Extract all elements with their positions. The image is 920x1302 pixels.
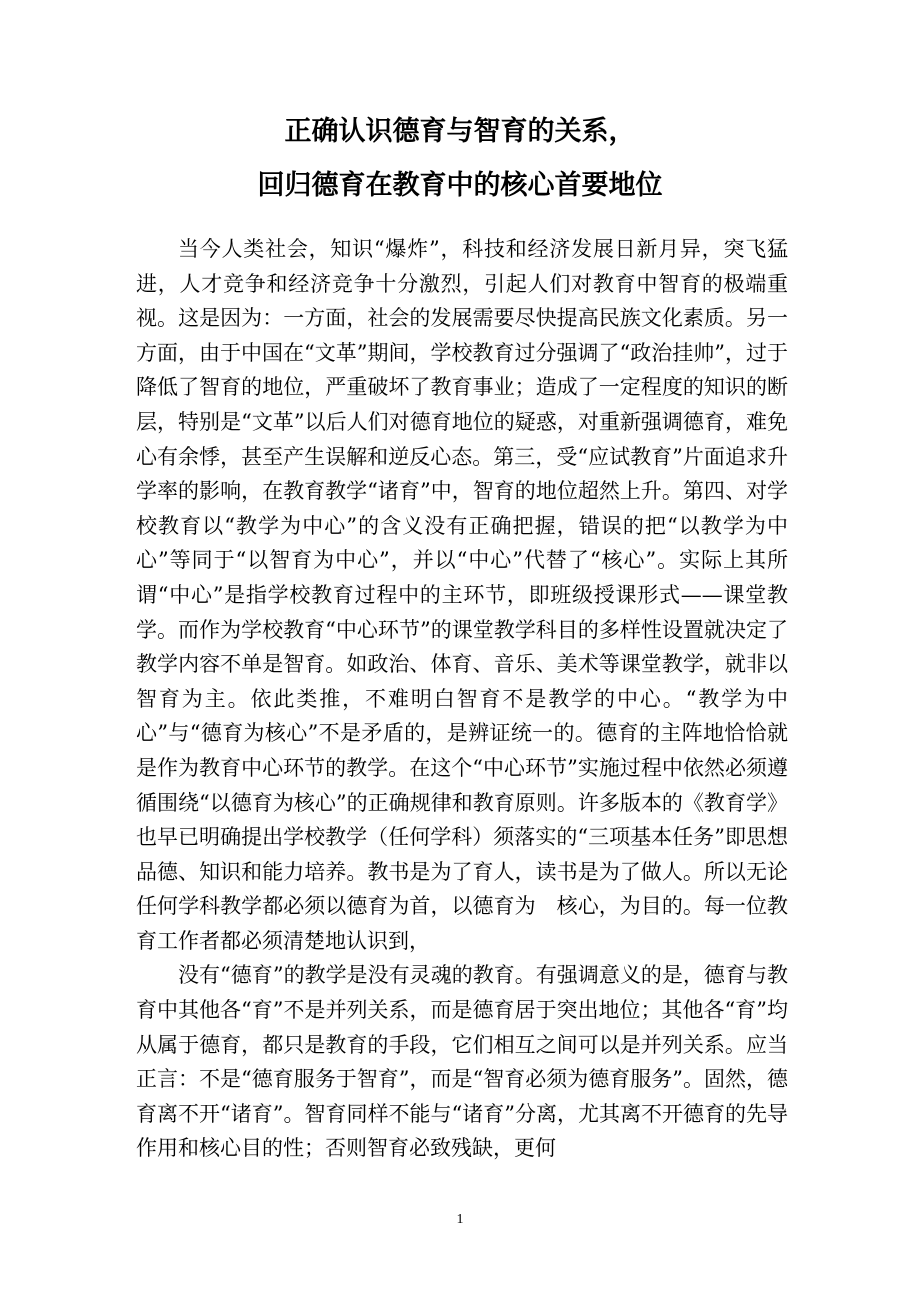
document-title-line-2: 回归德育在教育中的核心首要地位	[257, 170, 663, 201]
document-body	[136, 232, 788, 1166]
body-paragraph-1: 当今人类社会，知识“爆炸”，科技和经济发展日新月异，突飞猛进，人才竞争和经济竞争十分激烈，引起人们对教育中智育的极端重视。这是因为：一方面，社会的发展需要尽快提高民族文化素质。另一方面，由于中国在“文革”期间，学校教育过分强调了“政治挂帅”，过于降低了智育的地位，严重破坏了教育事业；造成了一定程度的知识的断层，特别是“文革”以后人们对德育地位的疑惑，对重新强调德育，难免心有余悸，甚至产生误解和逆反心态。第三，受“应试教育”片面追求升学率的影响，在教育教学“诸育”中，智育的地位超然上升。第四、对学校教育以“教学为中心”的含义没有正确把握，错误的把“以教学为中心”等同于“以智育为中心”，并以“中心”代替了“核心”。实际上其所谓“中心”是指学校教育过程中的主环节，即班级授课形式——课堂教学。而作为学校教育“中心环节”的课堂教学科目的多样性设置就决定了教学内容不单是智育。如政治、体育、音乐、美术等课堂教学，就非以智育为主。依此类推，不难明白智育不是教学的中心。“教学为中心”与“德育为核心”不是矛盾的，是辨证统一的。德育的主阵地恰恰就是作为教育中心环节的教学。在这个“中心环节”实施过程中依然必须遵循围绕“以德育为核心”的正确规律和教育原则。许多版本的《教育学》也早已明确提出学校教学（任何学科）须落实的“三项基本任务”即思想品德、知识和能力培养。教书是为了育人，读书是为了做人。所以无论任何学科教学都必须以德育为首，以德育为 核心，为目的。每一位教育工作者都必须清楚地认识到，	[136, 237, 788, 953]
document-title-line-1: 正确认识德育与智育的关系，	[284, 116, 636, 147]
body-paragraph-2: 没有“德育”的教学是没有灵魂的教育。有强调意义的是，德育与教育中其他各“育”不是并列关系，而是德育居于突出地位；其他各“育”均从属于德育，都只是教育的手段，它们相互之间可以是并列关系。应当正言：不是“德育服务于智育”，而是“智育必须为德育服务”。固然，德育离不开“诸育”。智育同样不能与“诸育”分离，尤其离不开德育的先导作用和核心目的性；否则智育必致残缺，更何	[136, 963, 788, 1161]
page-number: 1	[456, 1212, 464, 1227]
